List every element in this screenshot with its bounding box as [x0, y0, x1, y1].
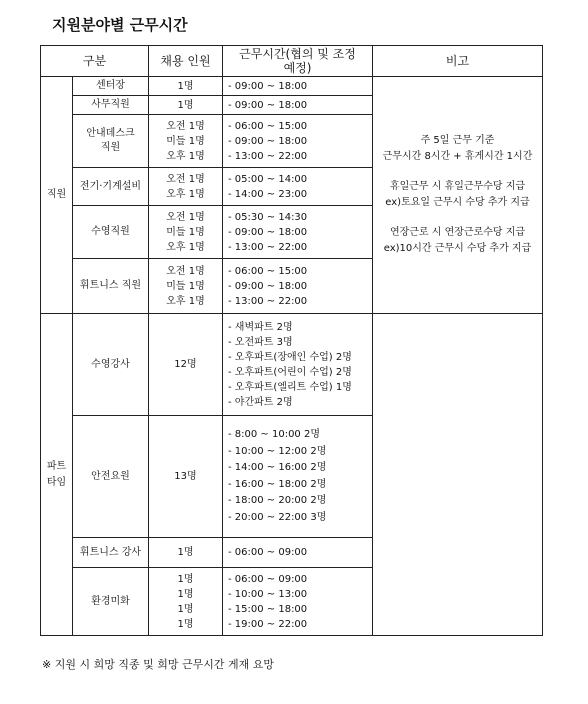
hours-line: - 09:00 ~ 18:00 [228, 99, 308, 111]
remarks-line: ex)10시간 근무시 수당 추가 지급 [383, 243, 532, 254]
count-cell [149, 259, 223, 314]
group-label-part-time [41, 314, 73, 636]
table-row [41, 77, 543, 96]
hours-line: - 09:00 ~ 18:00 [228, 135, 308, 147]
hours-line: - 13:00 ~ 22:00 [228, 150, 308, 162]
hours-line: - 오전파트 3명 [228, 336, 293, 348]
hours-cell [223, 206, 373, 259]
document-title: 지원분야별 근무시간 [52, 16, 188, 34]
hours-line: - 05:30 ~ 14:30 [228, 211, 308, 223]
count-line: 오전 1명 [166, 173, 205, 185]
job-cell [73, 115, 149, 168]
hours-line: - 09:00 ~ 18:00 [228, 226, 308, 238]
header-work-hours-text: 근무시간(협의 및 조정예정) [239, 47, 356, 75]
footer-note: ※ 지원 시 희망 직종 및 희망 근무시간 게재 요망 [42, 658, 274, 671]
count-line: 오후 1명 [166, 188, 205, 200]
count-line: 1명 [177, 618, 194, 630]
hours-cell [223, 115, 373, 168]
count-line: 13명 [174, 471, 197, 482]
count-line: 미들 1명 [166, 226, 205, 238]
count-line: 1명 [177, 588, 194, 600]
hours-line: - 06:00 ~ 15:00 [228, 120, 308, 132]
header-remarks: 비고 [373, 46, 543, 77]
hours-line: - 14:00 ~ 23:00 [228, 188, 308, 200]
job-cell: 전기·기계설비 [73, 168, 149, 206]
count-line: 오전 1명 [166, 211, 205, 223]
count-cell [149, 206, 223, 259]
job-cell: 휘트니스 직원 [73, 259, 149, 314]
count-cell [149, 115, 223, 168]
hours-line: - 야간파트 2명 [228, 396, 293, 408]
hours-line: - 오후파트(엘리트 수업) 1명 [228, 381, 352, 393]
hours-line: - 09:00 ~ 18:00 [228, 80, 308, 92]
header-hiring: 채용 인원 [149, 46, 223, 77]
hours-line: - 09:00 ~ 18:00 [228, 280, 308, 292]
job-cell: 센터장 [73, 77, 149, 96]
count-cell [149, 314, 223, 416]
count-cell [149, 538, 223, 568]
hours-line: - 05:00 ~ 14:00 [228, 173, 308, 185]
hours-line: - 새벽파트 2명 [228, 321, 293, 333]
remarks-line: 휴일근무 시 휴일근무수당 지급 [389, 181, 526, 192]
remarks-empty-cell [373, 314, 543, 636]
group-label-staff: 직원 [41, 77, 73, 314]
remarks-cell [373, 77, 543, 314]
hours-cell [223, 416, 373, 538]
count-line: 1명 [177, 80, 194, 92]
hours-cell [223, 538, 373, 568]
count-line: 1명 [177, 603, 194, 615]
hours-line: - 06:00 ~ 09:00 [228, 573, 308, 585]
count-line: 오후 1명 [166, 150, 205, 162]
hours-cell [223, 314, 373, 416]
job-cell: 휘트니스 강사 [73, 538, 149, 568]
hours-line: - 06:00 ~ 09:00 [228, 547, 308, 558]
count-line: 오전 1명 [166, 265, 205, 277]
count-cell [149, 77, 223, 96]
hours-line: - 10:00 ~ 12:00 2명 [228, 445, 327, 457]
hours-line: - 13:00 ~ 22:00 [228, 295, 308, 307]
hours-line: - 20:00 ~ 22:00 3명 [228, 511, 327, 523]
group-label-text: 파트 타임 [46, 460, 67, 488]
hours-line: - 18:00 ~ 20:00 2명 [228, 495, 327, 506]
hours-line: - 13:00 ~ 22:00 [228, 241, 308, 253]
count-line: 1명 [177, 573, 194, 585]
hours-line: - 10:00 ~ 13:00 [228, 588, 308, 600]
hours-cell [223, 77, 373, 96]
job-cell: 수영직원 [73, 206, 149, 259]
hours-line: - 19:00 ~ 22:00 [228, 618, 308, 630]
count-cell [149, 416, 223, 538]
hours-cell [223, 96, 373, 115]
hours-line: - 06:00 ~ 15:00 [228, 265, 308, 277]
count-line: 오후 1명 [166, 241, 205, 253]
header-category: 구분 [41, 46, 149, 77]
hours-line: - 16:00 ~ 18:00 2명 [228, 478, 327, 490]
count-line: 1명 [177, 547, 194, 558]
job-cell: 수영강사 [73, 314, 149, 416]
job-label: 안내데스크 직원 [86, 128, 135, 153]
count-line: 오후 1명 [166, 295, 205, 307]
job-cell: 사무직원 [73, 96, 149, 115]
hours-cell [223, 568, 373, 636]
hours-line: - 8:00 ~ 10:00 2명 [228, 429, 320, 440]
job-cell: 환경미화 [73, 568, 149, 636]
remarks-line: 주 5일 근무 기준 [420, 135, 495, 146]
job-cell: 안전요원 [73, 416, 149, 538]
count-cell [149, 168, 223, 206]
hours-line: - 14:00 ~ 16:00 2명 [228, 462, 327, 473]
remarks-line: ex)토요일 근무시 수당 추가 지급 [385, 197, 530, 208]
hours-line: - 오후파트(어린이 수업) 2명 [228, 366, 352, 378]
hours-cell [223, 259, 373, 314]
hours-line: - 15:00 ~ 18:00 [228, 603, 308, 615]
table-row [41, 314, 543, 416]
count-line: 미들 1명 [166, 280, 205, 292]
hours-cell [223, 168, 373, 206]
count-line: 12명 [174, 359, 197, 370]
hours-line: - 오후파트(장애인 수업) 2명 [228, 351, 352, 363]
count-line: 미들 1명 [166, 135, 205, 147]
remarks-line: 연장근로 시 연장근로수당 지급 [389, 227, 526, 238]
count-line: 오전 1명 [166, 120, 205, 132]
table-header-row [41, 46, 543, 77]
count-cell [149, 96, 223, 115]
work-hours-table [40, 45, 543, 636]
count-line: 1명 [177, 99, 194, 111]
count-cell [149, 568, 223, 636]
header-work-hours [223, 46, 373, 77]
remarks-line: 근무시간 8시간 + 휴게시간 1시간 [382, 151, 533, 162]
